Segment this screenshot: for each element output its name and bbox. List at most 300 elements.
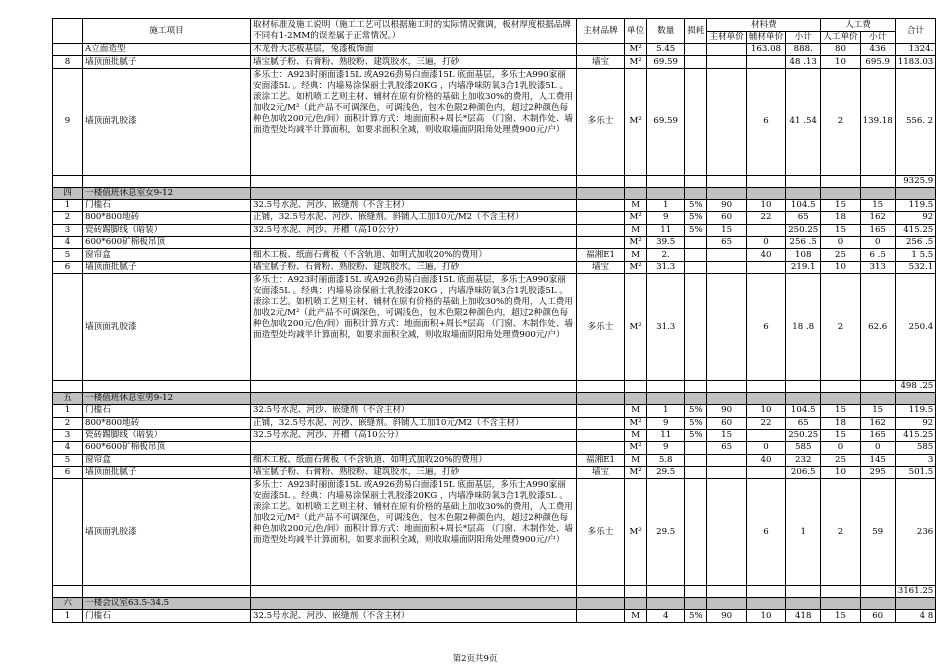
row-total: 119.5 [895,405,936,417]
empty-cell [577,586,625,598]
header-material-main-price: 主材单价 [707,32,746,44]
aux-material-price [746,56,785,68]
brand: 福湘E1 [577,249,625,261]
description: 正铺，32.5号水泥、河沙、嵌缝剂。斜铺人工加10元/M2（不含主材） [251,212,577,224]
main-material-price: 60 [707,212,746,224]
unit: M [625,610,647,622]
unit: M² [625,212,647,224]
header-material-subtotal: 小计 [786,32,821,44]
item-name: 800*800地砖 [83,417,251,429]
description: 正铺，32.5号水泥、河沙、嵌缝剂。斜铺人工加10元/M2（不含主材） [251,417,577,429]
labor-price: 15 [821,429,860,441]
row-number: 8 [53,56,83,68]
main-material-price [707,274,746,381]
labor-subtotal: 695.9 [860,56,895,68]
table-row [53,442,936,454]
quantity: 11 [647,429,685,441]
quantity: 1 [647,199,685,211]
row-number: 5 [53,249,83,261]
brand: 多乐士 [577,274,625,381]
labor-price: 18 [821,212,860,224]
row-total: 1183.03 [895,56,936,68]
empty-cell [251,393,577,405]
aux-material-price: 22 [746,212,785,224]
empty-cell [860,393,895,405]
loss-rate: 5% [685,610,707,622]
material-subtotal: 104.5 [786,405,821,417]
item-name: 墙顶面乳胶漆 [83,274,251,381]
material-subtotal: 41 .54 [786,68,821,175]
material-subtotal: 108 [786,249,821,261]
paint-row [53,274,936,381]
aux-material-price [746,261,785,273]
row-total: 1324. [895,44,936,56]
labor-subtotal: 165 [860,429,895,441]
unit: M² [625,479,647,586]
description: 墙宝腻子粉、石膏粉、熟胶粉、建筑胶水，三遍，打砂 [251,56,577,68]
aux-material-price [746,429,785,441]
quantity: 29.5 [647,479,685,586]
quantity: 11 [647,224,685,236]
paint-row [53,68,936,175]
main-material-price [707,56,746,68]
header-labor-price: 人工单价 [821,32,860,44]
main-material-price: 90 [707,405,746,417]
row-number: 2 [53,417,83,429]
loss-rate: 5% [685,417,707,429]
header-standard: 取材标准及施工说明（施工工艺可以根据施工时的实际情况微调，板材厚度根据品牌不同有1-2MM的误差属于正常情况。） [251,19,577,44]
header-unit: 单位 [625,19,647,44]
empty-cell [746,598,785,610]
row-total: 236 [895,479,936,586]
empty-cell [647,175,685,187]
quantity: 29.5 [647,467,685,479]
section-subtotal-row [53,381,936,393]
empty-cell [786,393,821,405]
empty-cell [786,586,821,598]
loss-rate [685,56,707,68]
paint-row [53,479,936,586]
item-name: 800*800地砖 [83,212,251,224]
table-row [53,236,936,248]
empty-cell [860,187,895,199]
unit: M [625,224,647,236]
aux-material-price: 22 [746,417,785,429]
empty-cell [685,175,707,187]
empty-cell [707,187,746,199]
labor-price: 15 [821,224,860,236]
table-row [53,405,936,417]
quantity: 31.3 [647,261,685,273]
brand: 墙宝 [577,56,625,68]
table-row [53,249,936,261]
empty-cell [895,393,936,405]
empty-cell [821,381,860,393]
empty-cell [251,175,577,187]
empty-cell [786,187,821,199]
table-row [53,467,936,479]
description: 32.5号水泥、河沙、嵌缝剂（不含主材） [251,199,577,211]
empty-cell [860,381,895,393]
empty-cell [895,187,936,199]
empty-cell [821,187,860,199]
aux-material-price: 10 [746,405,785,417]
empty-cell [577,187,625,199]
paint-description: 多乐士：A923时丽面漆15L 或A926劲易白面漆15L 底面基层，多乐士A990家丽安面漆5L 。经典：内墙易涂保丽士乳胶漆20KG ，内墙净味防氧3合1乳胶漆5L 。滚涂工艺。如机喷工艺则主材、辅材在原有价格的基础上加收30%的费用，人工费用加收2元/M²（此产品不可调深色，可调浅色，包木色限2种颜色内，超过2种颜色每种色加收200元/色/间）面积计算方式：地面面积+周长*层高 （门窗、木制作处、墙面造型处均减半计算面积，如要求面积全减，则收取墙面阴阳角处理费900元/户） [251,68,577,175]
empty-cell [821,175,860,187]
empty-cell [860,175,895,187]
table-row [53,56,936,68]
aux-material-price: 6 [746,479,785,586]
item-name: 瓷砖踢脚线（暗装） [83,224,251,236]
row-number [53,44,83,56]
material-subtotal: 219.1 [786,261,821,273]
table-row [53,610,936,622]
loss-rate: 5% [685,199,707,211]
material-subtotal: 256 .5 [786,236,821,248]
row-number: 1 [53,199,83,211]
section-subtotal: 3161.25 [895,586,936,598]
row-total: 3 [895,454,936,466]
empty-cell [577,598,625,610]
main-material-price [707,467,746,479]
aux-material-price: 40 [746,249,785,261]
unit: M² [625,417,647,429]
aux-material-price: 0 [746,236,785,248]
empty-cell [746,175,785,187]
loss-rate [685,236,707,248]
header-material-fee: 材料费 [707,19,821,32]
labor-subtotal: 0 [860,236,895,248]
description: 木龙骨大芯板基层，兔漆板饰面 [251,44,577,56]
quantity: 39.5 [647,236,685,248]
aux-material-price: 163.08 [746,44,785,56]
brand [577,236,625,248]
brand [577,212,625,224]
loss-rate [685,479,707,586]
empty-cell [251,381,577,393]
row-number [53,274,83,381]
row-total: 1 5.5 [895,249,936,261]
labor-price: 2 [821,479,860,586]
empty-cell [251,187,577,199]
header-labor-fee: 人工费 [821,19,895,32]
material-subtotal: 65 [786,212,821,224]
section-header-row [53,393,936,405]
item-name: 墙顶面批腻子 [83,56,251,68]
brand [577,610,625,622]
item-name: 墙顶面乳胶漆 [83,479,251,586]
labor-price: 15 [821,610,860,622]
empty-cell [707,586,746,598]
row-number: 3 [53,429,83,441]
unit: M² [625,274,647,381]
brand [577,429,625,441]
unit: M² [625,44,647,56]
row-number: 5 [53,454,83,466]
empty-cell [625,598,647,610]
loss-rate [685,467,707,479]
brand [577,442,625,454]
brand: 福湘E1 [577,454,625,466]
item-name: 窗帘盒 [83,454,251,466]
aux-material-price [746,224,785,236]
empty-cell [860,586,895,598]
empty-cell [647,586,685,598]
main-material-price: 15 [707,429,746,441]
labor-price: 25 [821,249,860,261]
row-number: 4 [53,442,83,454]
labor-price: 0 [821,236,860,248]
description: 细木工板、纸面石膏板（不含轨道、如明式加收20%的费用） [251,454,577,466]
empty-cell [860,598,895,610]
unit: M² [625,261,647,273]
row-total: 250.4 [895,274,936,381]
unit: M² [625,236,647,248]
row-number: 4 [53,236,83,248]
labor-price: 15 [821,405,860,417]
row-total: 92 [895,417,936,429]
table-row [53,44,936,56]
quantity: 9 [647,212,685,224]
quantity: 31.3 [647,274,685,381]
material-subtotal: 18 .8 [786,274,821,381]
empty-cell [53,381,83,393]
labor-subtotal: 6 .5 [860,249,895,261]
material-subtotal: 104.5 [786,199,821,211]
empty-cell [821,598,860,610]
unit: M² [625,56,647,68]
item-name: A立面造型 [83,44,251,56]
labor-subtotal: 15 [860,199,895,211]
brand [577,405,625,417]
item-name: 门槛石 [83,199,251,211]
section-subtotal-row [53,586,936,598]
empty-cell [786,598,821,610]
item-name: 窗帘盒 [83,249,251,261]
labor-subtotal: 313 [860,261,895,273]
empty-cell [746,381,785,393]
material-subtotal: 250.25 [786,224,821,236]
description [251,442,577,454]
header-material-aux-price: 辅材单价 [746,32,785,44]
table-row [53,429,936,441]
unit: M [625,249,647,261]
main-material-price: 65 [707,236,746,248]
empty-cell [53,586,83,598]
row-number: 9 [53,68,83,175]
row-number: 1 [53,610,83,622]
empty-cell [685,187,707,199]
brand: 墙宝 [577,261,625,273]
header-loss: 损耗 [685,19,707,44]
item-name: 门槛石 [83,405,251,417]
main-material-price [707,44,746,56]
material-subtotal: 418 [786,610,821,622]
labor-price: 10 [821,467,860,479]
unit: M [625,405,647,417]
description: 墙宝腻子粉、石膏粉、熟胶粉、建筑胶水，三遍，打砂 [251,467,577,479]
quantity: 9 [647,442,685,454]
description: 细木工板、纸面石膏板（不含轨道、如明式加收20%的费用） [251,249,577,261]
row-number: 6 [53,261,83,273]
main-material-price: 90 [707,199,746,211]
aux-material-price: 40 [746,454,785,466]
row-total: 556. 2 [895,68,936,175]
loss-rate [685,68,707,175]
empty-cell [821,393,860,405]
empty-cell [625,381,647,393]
labor-subtotal: 62.6 [860,274,895,381]
empty-cell [746,393,785,405]
table-row [53,224,936,236]
material-subtotal: 206.5 [786,467,821,479]
labor-subtotal: 59 [860,479,895,586]
item-name: 瓷砖踢脚线（暗装） [83,429,251,441]
row-total: 532.1 [895,261,936,273]
empty-cell [707,393,746,405]
unit: M [625,199,647,211]
table-row [53,212,936,224]
header-qty: 数量 [647,19,685,44]
labor-subtotal: 60 [860,610,895,622]
table-row [53,261,936,273]
empty-cell [647,393,685,405]
aux-material-price: 10 [746,610,785,622]
table-row [53,199,936,211]
aux-material-price: 6 [746,274,785,381]
aux-material-price: 0 [746,442,785,454]
paint-description: 多乐士：A923时丽面漆15L 或A926劲易白面漆15L 底面基层，多乐士A990家丽安面漆5L 。经典：内墙易涂保丽士乳胶漆20KG ，内墙净味防氧3合1乳胶漆5L 。滚涂工艺。如机喷工艺则主材、辅材在原有价格的基础上加收30%的费用，人工费用加收2元/M²（此产品不可调深色，可调浅色，包木色限2种颜色内，超过2种颜色每种色加收200元/色/间）面积计算方式：地面面积+周长*层高 （门窗、木制作处、墙面造型处均减半计算面积，如要求面积全减，则收取墙面阴阳角处理费900元/户） [251,274,577,381]
description: 32.5号水泥、河沙、嵌缝剂（不含主材） [251,405,577,417]
empty-cell [685,393,707,405]
empty-cell [625,586,647,598]
aux-material-price: 6 [746,68,785,175]
labor-price: 10 [821,261,860,273]
loss-rate: 5% [685,405,707,417]
labor-subtotal: 295 [860,467,895,479]
row-number: 2 [53,212,83,224]
row-total: 256 .5 [895,236,936,248]
item-name: 门槛石 [83,610,251,622]
loss-rate: 5% [685,224,707,236]
labor-subtotal: 162 [860,212,895,224]
brand: 墙宝 [577,467,625,479]
empty-cell [577,381,625,393]
empty-cell [647,187,685,199]
unit: M² [625,68,647,175]
item-name: 墙顶面乳胶漆 [83,68,251,175]
main-material-price [707,68,746,175]
empty-cell [895,598,936,610]
description: 墙宝腻子粉、石膏粉、熟胶粉、建筑胶水，三遍，打砂 [251,261,577,273]
labor-price: 80 [821,44,860,56]
section-subtotal-row [53,175,936,187]
empty-cell [83,586,251,598]
table-row [53,454,936,466]
empty-cell [625,187,647,199]
quantity: 5.45 [647,44,685,56]
loss-rate [685,44,707,56]
item-name: 墙顶面批腻子 [83,261,251,273]
empty-cell [647,598,685,610]
empty-cell [786,175,821,187]
labor-subtotal: 0 [860,442,895,454]
empty-cell [83,175,251,187]
empty-cell [251,586,577,598]
row-number: 3 [53,224,83,236]
empty-cell [625,393,647,405]
empty-cell [625,175,647,187]
header-number-cell [53,19,83,44]
main-material-price [707,249,746,261]
main-material-price: 15 [707,224,746,236]
loss-rate: 5% [685,429,707,441]
labor-subtotal: 162 [860,417,895,429]
quantity: 2. [647,249,685,261]
quantity: 69.59 [647,68,685,175]
row-total: 501.5 [895,467,936,479]
material-subtotal: 65 [786,417,821,429]
section-title: 一楼会议室63.5-34.5 [83,598,251,610]
section-title: 一楼值班休息室男9-12 [83,393,251,405]
empty-cell [821,586,860,598]
labor-price: 2 [821,274,860,381]
row-total: 4 8 [895,610,936,622]
section-subtotal: 498 .25 [895,381,936,393]
brand [577,44,625,56]
main-material-price: 90 [707,610,746,622]
empty-cell [83,381,251,393]
labor-price: 0 [821,442,860,454]
labor-price: 18 [821,417,860,429]
row-total: 415.25 [895,429,936,441]
empty-cell [707,175,746,187]
header-brand: 主材品牌 [577,19,625,44]
row-number [53,479,83,586]
unit: M [625,454,647,466]
loss-rate [685,249,707,261]
material-subtotal: 232 [786,454,821,466]
material-subtotal: 1 [786,479,821,586]
unit: M [625,429,647,441]
header-total: 合计 [895,19,936,44]
description: 32.5号水泥、河沙、开槽（高10公分） [251,429,577,441]
description [251,236,577,248]
loss-rate [685,274,707,381]
loss-rate [685,442,707,454]
empty-cell [746,187,785,199]
material-subtotal: 585 [786,442,821,454]
labor-price: 2 [821,68,860,175]
quotation-table [52,18,936,623]
main-material-price [707,261,746,273]
material-subtotal: 250.25 [786,429,821,441]
empty-cell [746,586,785,598]
section-header-row [53,598,936,610]
empty-cell [577,175,625,187]
main-material-price [707,454,746,466]
brand [577,199,625,211]
aux-material-price [746,467,785,479]
description: 32.5号水泥、河沙、开槽（高10公分） [251,224,577,236]
empty-cell [786,381,821,393]
labor-price: 15 [821,199,860,211]
row-total: 585 [895,442,936,454]
paint-description: 多乐士：A923时丽面漆15L 或A926劲易白面漆15L 底面基层，多乐士A990家丽安面漆5L 。经典：内墙易涂保丽士乳胶漆20KG ，内墙净味防氧3合1乳胶漆5L 。滚涂工艺。如机喷工艺则主材、辅材在原有价格的基础上加收30%的费用，人工费用加收2元/M²（此产品不可调深色，可调浅色，包木色限2种颜色内，超过2种颜色每种色加收200元/色/间）面积计算方式：地面面积+周长*层高 （门窗、木制作处、墙面造型处均减半计算面积，如要求面积全减，则收取墙面阴阳角处理费900元/户） [251,479,577,586]
material-subtotal: 48 .13 [786,56,821,68]
item-name: 600*600矿棉板吊顶 [83,442,251,454]
